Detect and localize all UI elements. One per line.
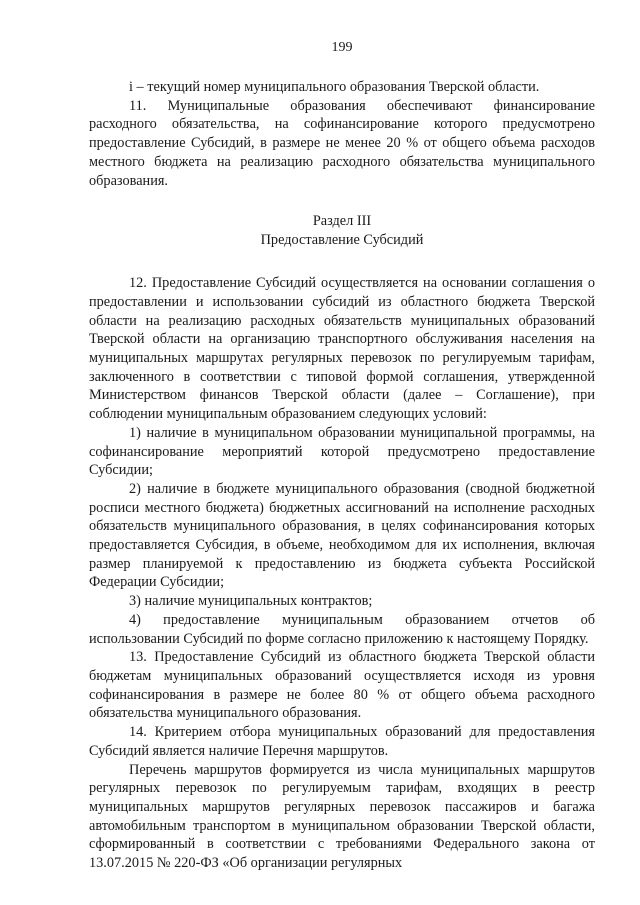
paragraph-11: 11. Муниципальные образования обеспечивают финансирование расходного обязательства, на софинансирование которого предусмотрено предоставление Субсидий, в размере не менее 20 % от общего объема расходов местного бюджета на реализацию расходного обязательства муниципального образования. [89, 97, 595, 189]
paragraph-index-definition: i – текущий номер муниципального образования Тверской области. [129, 79, 540, 95]
page-number: 199 [331, 40, 353, 55]
condition-1: 1) наличие в муниципальном образовании муниципальной программы, на софинансирование мероприятий которой предусмотрено предоставление Субсидии; [89, 424, 595, 479]
paragraph-12: 12. Предоставление Субсидий осуществляется на основании соглашения о предоставлении и использовании субсидий из областного бюджета Тверской области на реализацию расходных обязательств муниципальных образований Тверской области на организацию транспортного обслуживания населения на муниципальных маршрутах регулярных перевозок по регулируемым тарифам, заключенного в соответствии с типовой формой соглашения, утвержденной Министерством финансов Тверской области (далее – Соглашение), при соблюдении муниципальным образованием следующих условий: [89, 275, 595, 423]
paragraph-13: 13. Предоставление Субсидий из областного бюджета Тверской области бюджетам муниципальных образований осуществляется исходя из уровня софинансирования в размере не более 80 % от общего объема расходного обязательства муниципального образования. [89, 649, 595, 722]
section-title: Предоставление Субсидий [260, 232, 424, 249]
paragraph-route-list: Перечень маршрутов формируется из числа муниципальных маршрутов регулярных перевозок по регулируемым тарифам, входящих в реестр муниципальных маршрутов регулярных перевозок пассажиров и багажа автомобильным транспортом в муниципальном образовании Тверской области, сформированный в соответствии с требованиями Федерального закона от 13.07.2015 № 220-ФЗ «Об организации регулярных [89, 761, 595, 872]
document-page [89, 38, 595, 873]
condition-4: 4) предоставление муниципальным образованием отчетов об использовании Субсидий по форме согласно приложению к настоящему Порядку. [89, 611, 595, 647]
section-number: Раздел III [312, 213, 372, 230]
condition-2: 2) наличие в бюджете муниципального образования (сводной бюджетной росписи местного бюджета) бюджетных ассигнований на исполнение расходных обязательств муниципального образования, в целях софинансирования которых предоставляется Субсидия, в объеме, необходимом для их исполнения, включая размер планируемой к предоставлению из бюджета субъекта Российской Федерации Субсидии; [89, 480, 595, 591]
paragraph-14: 14. Критерием отбора муниципальных образований для предоставления Субсидий является наличие Перечня маршрутов. [89, 724, 595, 759]
condition-3: 3) наличие муниципальных контрактов; [129, 593, 373, 610]
